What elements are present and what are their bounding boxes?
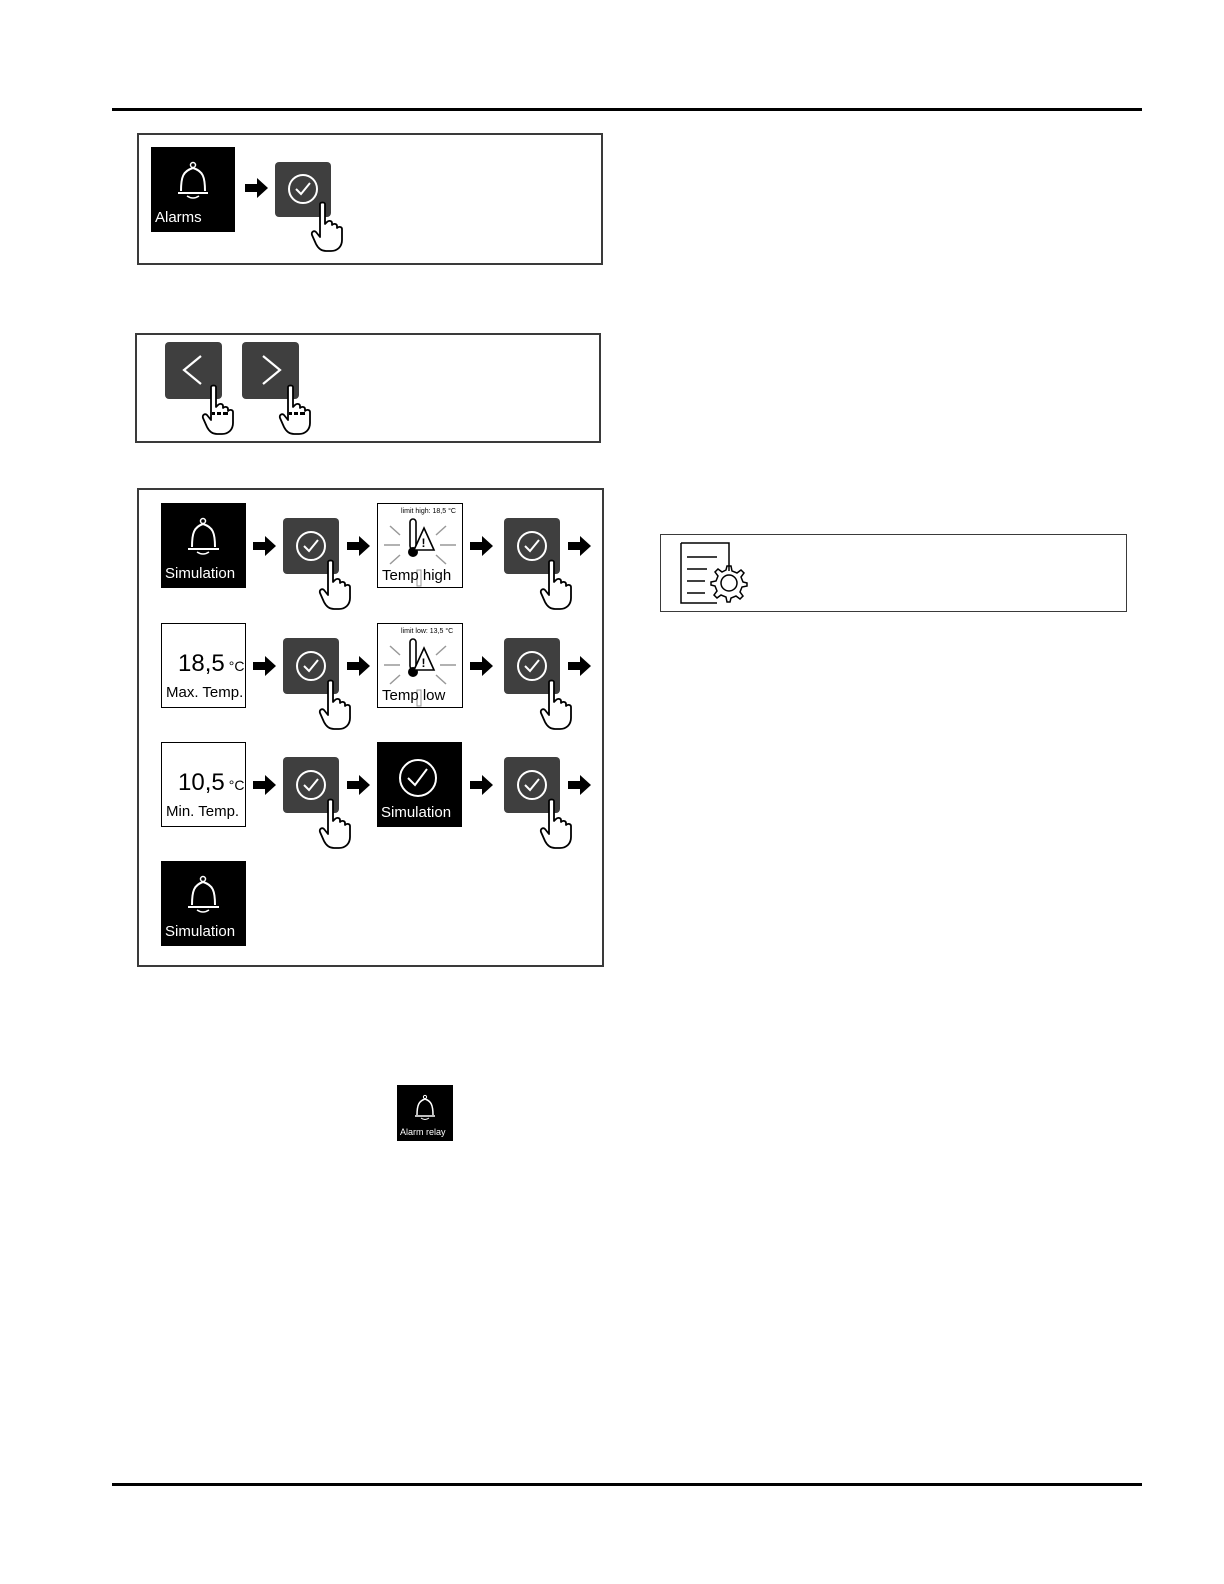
simulation-tile[interactable]: [161, 861, 246, 946]
arrow-right-icon: [253, 535, 277, 557]
temp-high-warning-tile: [377, 503, 463, 588]
svg-text:!: !: [421, 536, 426, 550]
temp-low-warning-tile: [377, 623, 463, 708]
arrow-right-icon: [568, 655, 592, 677]
bell-icon: [161, 503, 246, 563]
arrow-right-icon: [470, 655, 494, 677]
hand-swipe-right-icon: [279, 385, 313, 435]
simulation-tile[interactable]: [161, 503, 246, 588]
hand-pointer-icon: [311, 202, 345, 252]
hand-pointer-icon: [319, 680, 353, 730]
figure-simulation: [137, 488, 604, 967]
max-temp-value: 18,5: [178, 650, 225, 677]
bell-icon: [161, 861, 246, 921]
arrow-right-icon: [470, 774, 494, 796]
warning-limit-text: limit high: 18,5 °C: [401, 508, 456, 515]
alarm-relay-label: Alarm relay: [400, 1127, 446, 1137]
max-temp-value-row: [178, 650, 244, 678]
figure-alarms-open: [137, 133, 603, 265]
note-box: [660, 534, 1127, 612]
header-rule: [112, 108, 1142, 111]
simulation-complete-label: Simulation: [381, 804, 452, 821]
hand-swipe-left-icon: [202, 385, 236, 435]
warning-limit-text: limit low: 13,5 °C: [401, 628, 454, 635]
max-temp-label: Max. Temp.: [166, 684, 244, 701]
hand-pointer-icon: [540, 680, 574, 730]
simulation-tile-label: Simulation: [165, 565, 236, 582]
arrow-right-icon: [253, 774, 277, 796]
max-temp-unit: °C: [228, 658, 245, 674]
hand-pointer-icon: [319, 560, 353, 610]
bell-icon: [151, 147, 235, 207]
min-temp-unit: °C: [228, 777, 245, 793]
arrow-right-icon: [568, 535, 592, 557]
arrow-right-icon: [253, 655, 277, 677]
warning-label: Temp high: [382, 567, 452, 584]
settings-document-icon: [677, 541, 753, 607]
min-temp-label: Min. Temp.: [166, 803, 240, 820]
simulation-tile-label: Simulation: [165, 923, 236, 940]
min-temp-value-row: [178, 769, 244, 797]
simulation-complete-tile: [377, 742, 462, 827]
min-temp-value: 10,5: [178, 769, 225, 796]
hand-pointer-icon: [319, 799, 353, 849]
min-temp-tile: [161, 742, 246, 827]
arrow-right-icon: [347, 535, 371, 557]
arrow-right-icon: [245, 177, 269, 199]
alarms-tile-label: Alarms: [155, 209, 202, 226]
figure-navigate: [135, 333, 601, 443]
hand-pointer-icon: [540, 560, 574, 610]
check-circle-icon: [377, 742, 462, 804]
svg-text:!: !: [421, 656, 426, 670]
warning-label: Temp low: [382, 687, 446, 704]
arrow-right-icon: [568, 774, 592, 796]
alarm-relay-tile: [397, 1085, 453, 1141]
alarms-tile[interactable]: [151, 147, 235, 232]
arrow-right-icon: [347, 774, 371, 796]
footer-rule: [112, 1483, 1142, 1486]
bell-icon: [397, 1085, 453, 1125]
arrow-right-icon: [347, 655, 371, 677]
max-temp-tile: [161, 623, 246, 708]
hand-pointer-icon: [540, 799, 574, 849]
arrow-right-icon: [470, 535, 494, 557]
